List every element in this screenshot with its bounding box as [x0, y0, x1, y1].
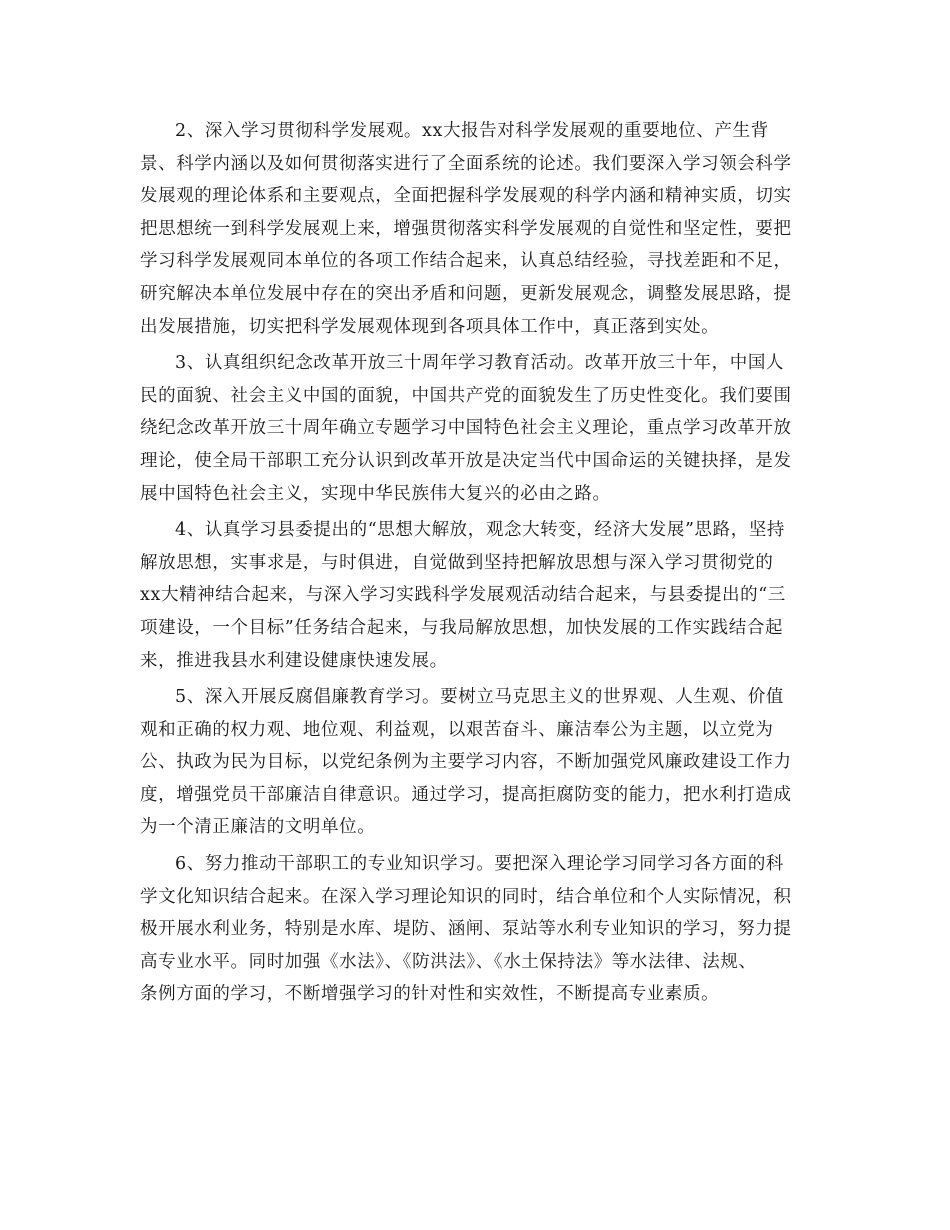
paragraph-2 — [140, 115, 812, 343]
text-line: 来，推进我县水利建设健康快速发展。 — [140, 650, 448, 671]
text-line: 6、努力推动干部职工的专业知识学习。要把深入理论学习同学习各方面的科 — [175, 854, 785, 875]
paragraph-6 — [140, 848, 812, 1011]
text-line: 为一个清正廉洁的文明单位。 — [140, 817, 376, 838]
text-line: 研究解决本单位发展中存在的突出矛盾和问题，更新发展观念，调整发展思路，提 — [140, 283, 792, 304]
paragraph-3 — [140, 347, 812, 510]
text-line: 理论，使全局干部职工充分认识到改革开放是决定当代中国命运的关键抉择，是发 — [140, 450, 792, 471]
text-line: xx大精神结合起来，与深入学习实践科学发展观活动结合起来，与县委提出的“三 — [140, 585, 786, 606]
text-line: 2、深入学习贯彻科学发展观。xx大报告对科学发展观的重要地位、产生背 — [175, 121, 769, 141]
text-line: 发展观的理论体系和主要观点，全面把握科学发展观的科学内涵和精神实质，切实 — [140, 186, 792, 207]
text-line: 学文化知识结合起来。在深入学习理论知识的同时，结合单位和个人实际情况，积 — [140, 886, 792, 907]
text-line: 学习科学发展观同本单位的各项工作结合起来，认真总结经验，寻找差距和不足， — [140, 251, 792, 272]
text-line: 出发展措施，切实把科学发展观体现到各项具体工作中，真正落到实处。 — [140, 316, 720, 337]
text-line: 4、认真学习县委提出的“思想大解放，观念大转变，经济大发展”思路，坚持 — [175, 520, 786, 541]
document-body — [140, 115, 812, 1015]
text-line: 3、认真组织纪念改革开放三十周年学习教育活动。改革开放三十年，中国人 — [175, 353, 785, 374]
text-line: 展中国特色社会主义，实现中华民族伟大复兴的必由之路。 — [140, 483, 611, 504]
text-line: 解放思想，实事求是，与时俱进，自觉做到坚持把解放思想与深入学习贯彻党的 — [140, 552, 774, 573]
text-line: 公、执政为民为目标，以党纪条例为主要学习内容，不断加强党风廉政建设工作力 — [140, 752, 792, 773]
paragraph-5 — [140, 681, 812, 844]
text-line: 项建设，一个目标”任务结合起来，与我局解放思想，加快发展的工作实践结合起 — [140, 617, 784, 638]
text-line: 条例方面的学习，不断增强学习的针对性和实效性，不断提高专业素质。 — [140, 984, 720, 1005]
text-line: 极开展水利业务，特别是水库、堤防、涵闸、泵站等水利专业知识的学习，努力提 — [140, 919, 792, 940]
text-line: 景、科学内涵以及如何贯彻落实进行了全面系统的论述。我们要深入学习领会科学 — [140, 153, 792, 174]
text-line: 民的面貌、社会主义中国的面貌，中国共产党的面貌发生了历史性变化。我们要围 — [140, 385, 792, 406]
text-line: 绕纪念改革开放三十周年确立专题学习中国特色社会主义理论，重点学习改革开放 — [140, 418, 792, 439]
text-line: 5、深入开展反腐倡廉教育学习。要树立马克思主义的世界观、人生观、价值 — [175, 687, 785, 708]
text-line: 把思想统一到科学发展观上来，增强贯彻落实科学发展观的自觉性和坚定性，要把 — [140, 218, 792, 239]
text-line: 度，增强党员干部廉洁自律意识。通过学习，提高拒腐防变的能力，把水利打造成 — [140, 784, 792, 805]
text-line: 高专业水平。同时加强《水法》、《防洪法》、《水土保持法》等水法律、法规、 — [140, 951, 757, 972]
text-line: 观和正确的权力观、地位观、利益观，以艰苦奋斗、廉洁奉公为主题，以立党为 — [140, 719, 774, 740]
paragraph-4 — [140, 514, 812, 677]
